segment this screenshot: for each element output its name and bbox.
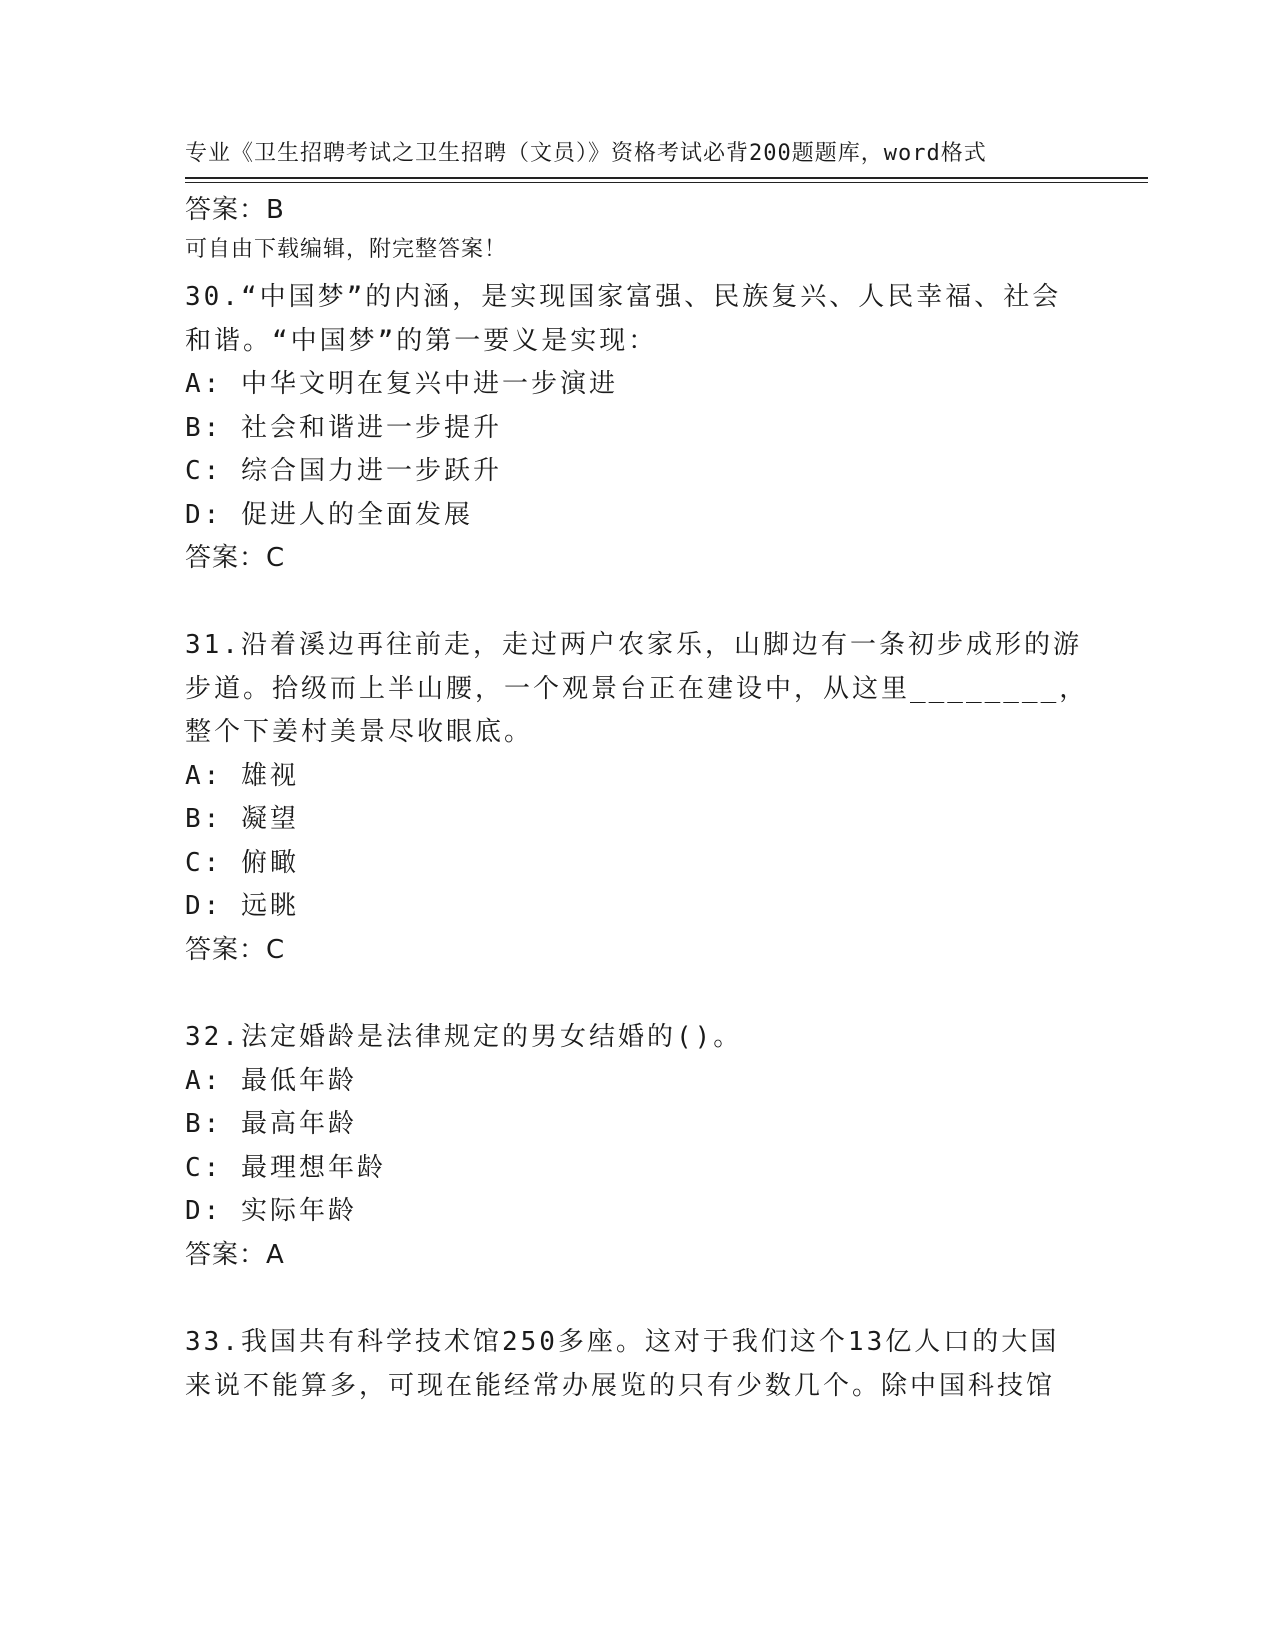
q31-stem-line-3: 整个下姜村美景尽收眼底。 [185,717,534,747]
header-divider-thick [185,177,1148,179]
q30-option-c: C: 综合国力进一步跃升 [185,456,502,486]
q30-option-a: A: 中华文明在复兴中进一步演进 [185,369,618,399]
q31-stem-line-2: 步道。拾级而上半山腰，一个观景台正在建设中，从这里________， [185,674,1089,704]
header-line-2: 可自由下载编辑，附完整答案！ [185,237,508,262]
q30-option-b: B: 社会和谐进一步提升 [185,413,502,443]
q31-answer: 答案：C [185,935,286,965]
q31-option-a: A: 雄视 [185,761,299,791]
document-header [185,74,1085,298]
q33-stem-line-2: 来说不能算多，可现在能经常办展览的只有少数几个。除中国科技馆 [185,1371,1056,1401]
q31-stem-line-1: 31.沿着溪边再往前走，走过两户农家乐，山脚边有一条初步成形的游 [185,630,1082,660]
q32-answer: 答案：A [185,1240,285,1270]
header-divider-thin [185,182,1148,183]
q31-option-d: D: 远眺 [185,891,299,921]
q32-option-b: B: 最高年龄 [185,1109,357,1139]
prev-answer: 答案：B [185,195,285,225]
q30-answer: 答案：C [185,543,286,573]
q31-option-c: C: 俯瞰 [185,848,299,878]
q32-stem-line-1: 32.法定婚龄是法律规定的男女结婚的()。 [185,1022,743,1052]
q31-option-b: B: 凝望 [185,804,299,834]
q30-option-d: D: 促进人的全面发展 [185,500,473,530]
header-line-1: 专业《卫生招聘考试之卫生招聘（文员）》资格考试必背200题题库，word格式 [185,141,987,166]
q32-option-a: A: 最低年龄 [185,1066,357,1096]
q32-option-c: C: 最理想年龄 [185,1153,386,1183]
q32-option-d: D: 实际年龄 [185,1196,357,1226]
q30-stem-line-1: 30.“中国梦”的内涵，是实现国家富强、民族复兴、人民幸福、社会 [185,282,1062,312]
q30-stem-line-2: 和谐。“中国梦”的第一要义是实现： [185,326,658,356]
q33-stem-line-1: 33.我国共有科学技术馆250多座。这对于我们这个13亿人口的大国 [185,1327,1060,1357]
